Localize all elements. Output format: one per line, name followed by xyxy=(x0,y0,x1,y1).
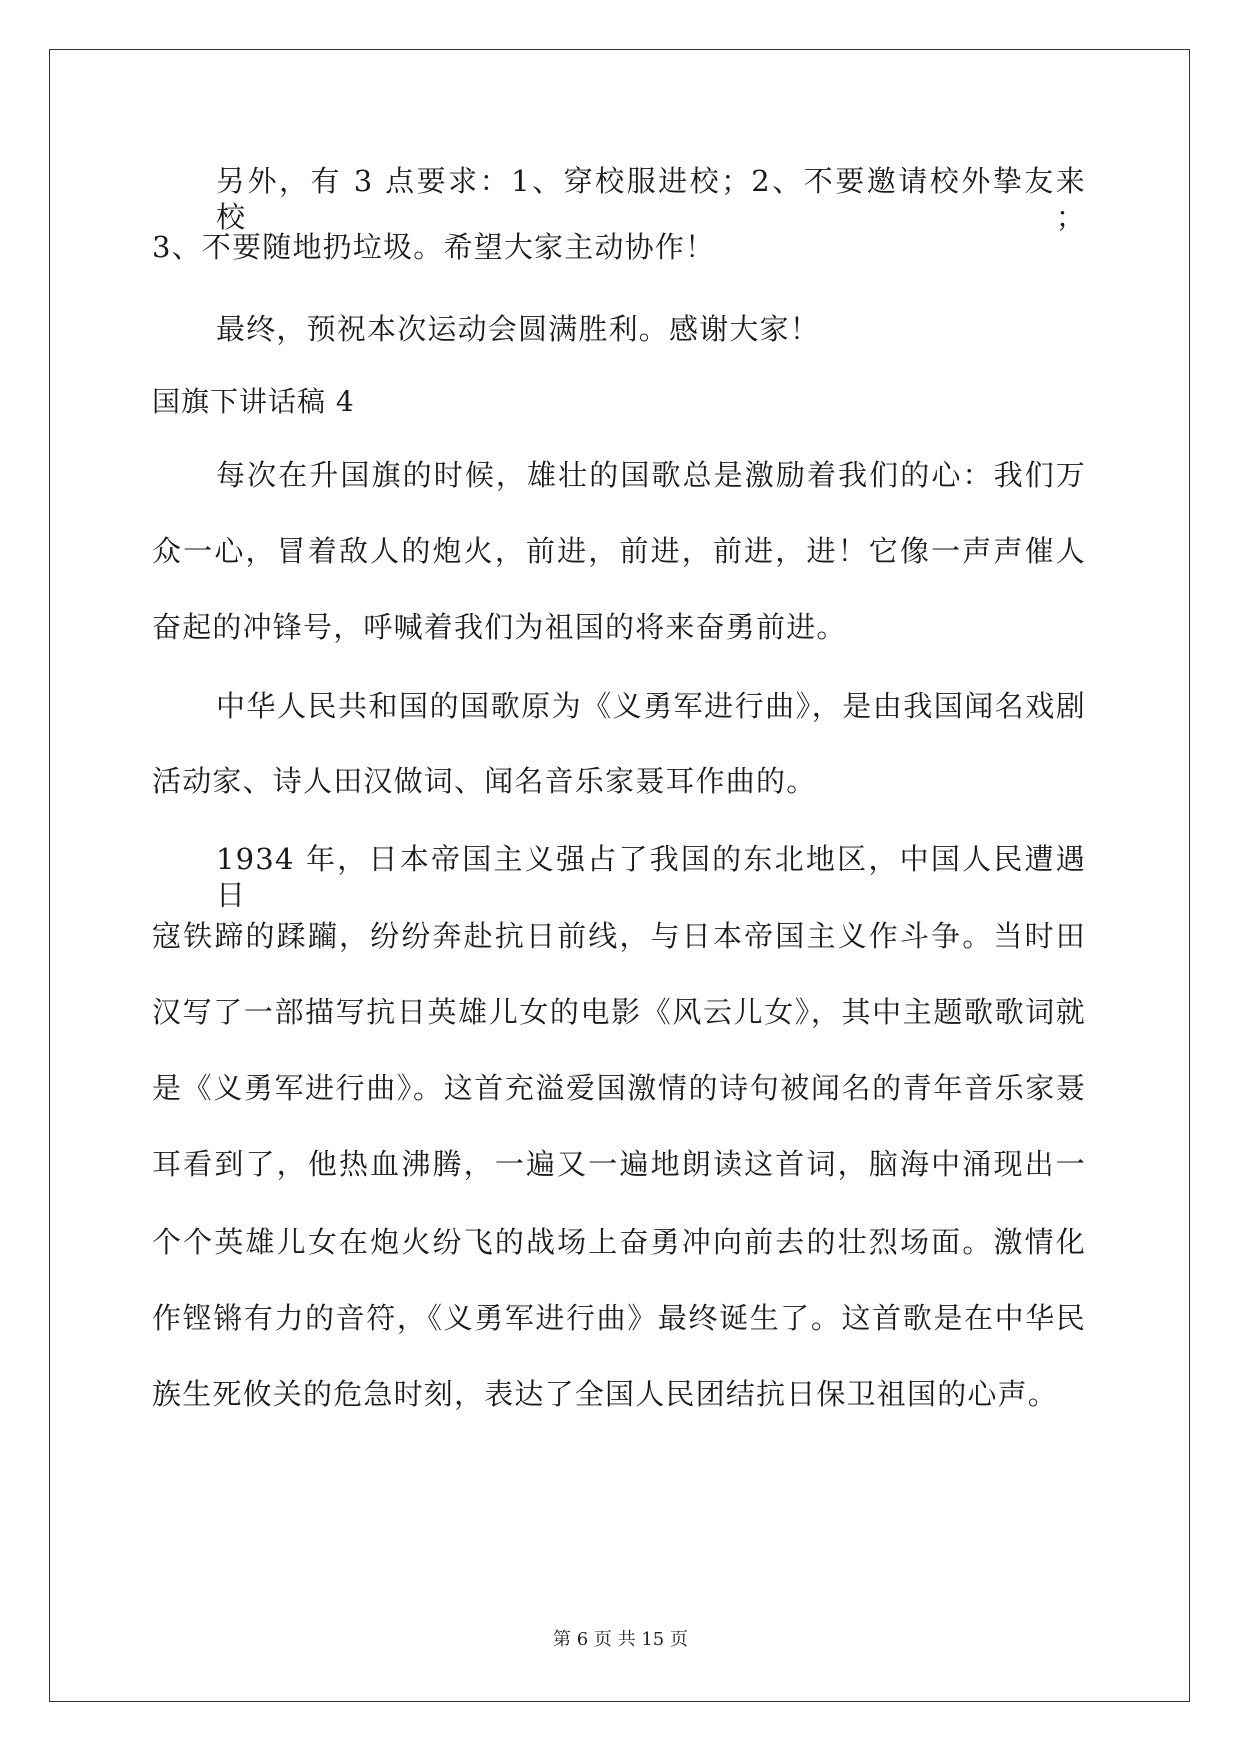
paragraph-line: 每次在升国旗的时候，雄壮的国歌总是激励着我们的心：我们万 xyxy=(216,458,1086,492)
paragraph-line: 中华人民共和国的国歌原为《义勇军进行曲》，是由我国闻名戏剧 xyxy=(216,689,1086,723)
paragraph-line: 族生死攸关的危急时刻，表达了全国人民团结抗日保卫祖国的心声。 xyxy=(152,1377,1059,1411)
paragraph-line: 活动家、诗人田汉做词、闻名音乐家聂耳作曲的。 xyxy=(152,764,817,798)
page-number-footer: 第 6 页 共 15 页 xyxy=(553,1629,688,1650)
paragraph-line: 1934 年，日本帝国主义强占了我国的东北地区，中国人民遭遇日 xyxy=(216,842,1086,912)
paragraph-line: 寇铁蹄的蹂躏，纷纷奔赴抗日前线，与日本帝国主义作斗争。当时田 xyxy=(152,919,1086,953)
paragraph-line: 另外，有 3 点要求：1、穿校服进校；2、不要邀请校外挚友来校； xyxy=(216,164,1086,234)
paragraph-line: 奋起的冲锋号，呼喊着我们为祖国的将来奋勇前进。 xyxy=(152,610,847,644)
paragraph-line: 作铿锵有力的音符，《义勇军进行曲》最终诞生了。这首歌是在中华民 xyxy=(152,1301,1086,1335)
paragraph-line: 汉写了一部描写抗日英雄儿女的电影《风云儿女》，其中主题歌歌词就 xyxy=(152,995,1086,1029)
paragraph-line: 最终，预祝本次运动会圆满胜利。感谢大家！ xyxy=(216,312,821,346)
paragraph-line: 3、不要随地扔垃圾。希望大家主动协作！ xyxy=(152,230,716,264)
section-heading: 国旗下讲话稿 4 xyxy=(152,385,355,418)
paragraph-line: 个个英雄儿女在炮火纷飞的战场上奋勇冲向前去的壮烈场面。激情化 xyxy=(152,1225,1086,1259)
paragraph-line: 是《义勇军进行曲》。这首充溢爱国激情的诗句被闻名的青年音乐家聂 xyxy=(152,1071,1086,1105)
paragraph-line: 众一心，冒着敌人的炮火，前进，前进，前进，进！它像一声声催人 xyxy=(152,534,1086,568)
paragraph-line: 耳看到了，他热血沸腾，一遍又一遍地朗读这首词，脑海中涌现出一 xyxy=(152,1147,1086,1181)
